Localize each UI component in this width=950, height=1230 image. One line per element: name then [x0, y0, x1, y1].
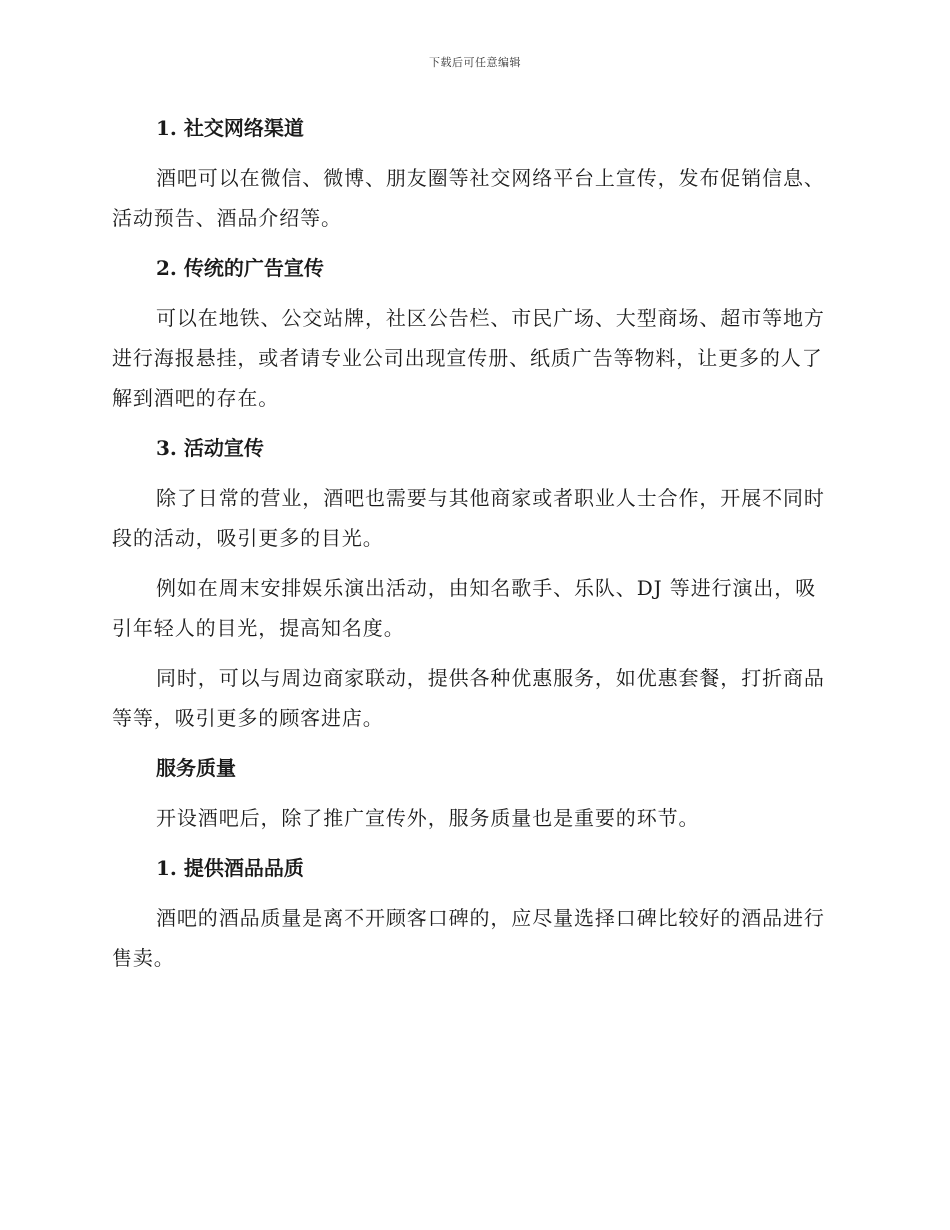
paragraph-social-network: 酒吧可以在微信、微博、朋友圈等社交网络平台上宣传，发布促销信息、活动预告、酒品介绍等。 [112, 166, 825, 230]
page-header: 下载后可任意编辑 [429, 56, 521, 69]
paragraph-service-quality: 开设酒吧后，除了推广宣传外，服务质量也是重要的环节。 [156, 806, 700, 830]
section-heading-event-promotion: 3. 活动宣传 [156, 436, 264, 460]
paragraph-merchant-linkage: 同时，可以与周边商家联动，提供各种优惠服务，如优惠套餐，打折商品等等，吸引更多的顾客进店。 [112, 666, 825, 730]
document-body [112, 108, 836, 988]
section-heading-drink-quality: 1. 提供酒品品质 [156, 856, 304, 880]
section-heading-social-network: 1. 社交网络渠道 [156, 116, 304, 140]
section-heading-service-quality: 服务质量 [156, 756, 236, 780]
section-heading-traditional-ads: 2. 传统的广告宣传 [156, 256, 324, 280]
paragraph-event-cooperation: 除了日常的营业，酒吧也需要与其他商家或者职业人士合作，开展不同时段的活动，吸引更多的目光。 [112, 486, 825, 550]
paragraph-traditional-ads: 可以在地铁、公交站牌，社区公告栏、市民广场、大型商场、超市等地方进行海报悬挂，或者请专业公司出现宣传册、纸质广告等物料，让更多的人了解到酒吧的存在。 [112, 306, 825, 410]
paragraph-drink-quality: 酒吧的酒品质量是离不开顾客口碑的，应尽量选择口碑比较好的酒品进行售卖。 [112, 906, 825, 970]
paragraph-weekend-shows: 例如在周末安排娱乐演出活动，由知名歌手、乐队、DJ 等进行演出，吸引年轻人的目光，提高知名度。 [112, 576, 817, 640]
